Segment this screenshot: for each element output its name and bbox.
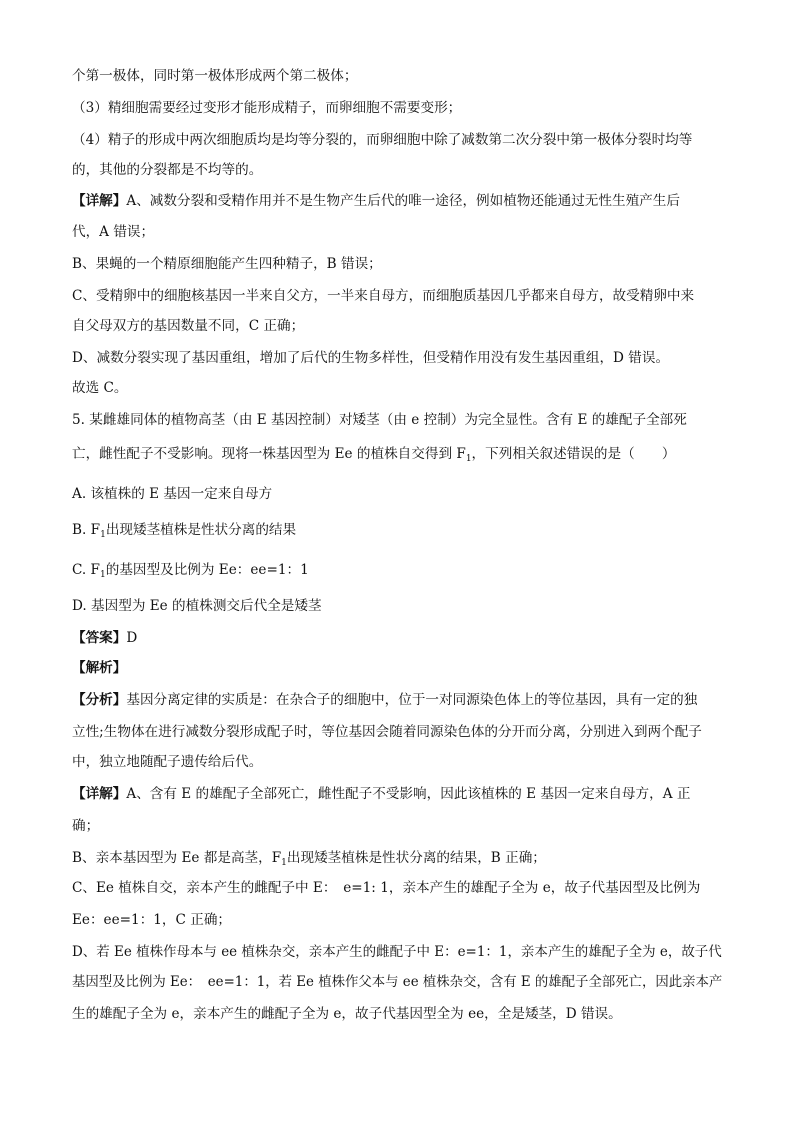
subscript: 1 xyxy=(100,570,106,580)
text-span: ，下列相关叙述错误的是（ ） xyxy=(471,446,676,462)
text-span: C. F xyxy=(72,562,100,578)
text-line xyxy=(72,848,546,873)
text-line: 确； xyxy=(72,818,100,834)
option-a: A. 该植株的 E 基因一定来自母方 xyxy=(72,486,273,502)
answer-tag: 【答案】 xyxy=(72,630,127,646)
analysis-tag: 【解析】 xyxy=(72,660,127,676)
text-line: 自父母双方的基因数量不同，C 正确； xyxy=(72,318,305,334)
detail-line xyxy=(72,784,690,804)
subscript: 1 xyxy=(281,858,287,868)
fenxi-line xyxy=(72,690,697,710)
text-span: 亡，雌性配子不受影响。现将一株基因型为 Ee 的植株自交得到 F xyxy=(72,446,466,462)
text-line: D、减数分裂实现了基因重组，增加了后代的生物多样性，但受精作用没有发生基因重组，D 错误。 xyxy=(72,350,670,366)
question-line: 5. 某雌雄同体的植物高茎（由 E 基因控制）对矮茎（由 e 控制）为完全显性。含有 E 的雄配子全部死 xyxy=(72,412,687,428)
text-span: A、含有 E 的雄配子全部死亡，雌性配子不受影响，因此该植株的 E 基因一定来自母方，A 正 xyxy=(126,786,691,802)
question-line xyxy=(72,444,675,469)
text-span: 出现矮茎植株是性状分离的结果，B 正确； xyxy=(286,850,546,866)
subscript: 1 xyxy=(100,530,106,540)
text-line: （3）精细胞需要经过变形才能形成精子，而卵细胞不需要变形； xyxy=(72,100,462,116)
text-line: B、果蝇的一个精原细胞能产生四种精子，B 错误； xyxy=(72,256,382,272)
fenxi-tag: 【分析】 xyxy=(72,692,127,708)
text-line: 立性;生物体在进行减数分裂形成配子时，等位基因会随着同源染色体的分开而分离，分别进入到两个配子 xyxy=(72,724,702,740)
answer-line xyxy=(72,628,137,648)
text-span: 的基因型及比例为 Ee：ee=1：1 xyxy=(105,562,309,578)
option-d: D. 基因型为 Ee 的植株测交后代全是矮茎 xyxy=(72,598,322,614)
text-line: 个第一极体，同时第一极体形成两个第二极体； xyxy=(72,68,358,84)
text-line: 中，独立地随配子遗传给后代。 xyxy=(72,754,263,770)
text-span: A、减数分裂和受精作用并不是生物产生后代的唯一途径，例如植物还能通过无性生殖产生后 xyxy=(126,193,680,209)
subscript: 1 xyxy=(465,454,472,464)
text-line: 基因型及比例为 Ee： ee=1：1，若 Ee 植株作父本与 ee 植株杂交，含有 E 的雄配子全部死亡，因此亲本产 xyxy=(72,974,723,990)
detail-line xyxy=(72,191,680,211)
text-span: B. F xyxy=(72,522,101,538)
text-line: C、Ee 植株自交，亲本产生的雌配子中 E： e=1: 1，亲本产生的雄配子全为 e，故子代基因型及比例为 xyxy=(72,880,701,896)
text-line: （4）精子的形成中两次细胞质均是均等分裂的，而卵细胞中除了减数第二次分裂中第一极体分裂时均等 xyxy=(72,132,693,148)
answer-value: D xyxy=(126,630,138,646)
text-line: 生的雄配子全为 e，亲本产生的雌配子全为 e，故子代基因型全为 ee，全是矮茎，D 错误。 xyxy=(72,1006,622,1022)
text-span: B、亲本基因型为 Ee 都是高茎，F xyxy=(72,850,282,866)
text-span: 基因分离定律的实质是：在杂合子的细胞中，位于一对同源染色体上的等位基因，具有一定的独 xyxy=(126,692,698,708)
detail-tag: 【详解】 xyxy=(72,786,127,802)
text-line: 故选 C。 xyxy=(72,380,128,396)
text-line: 代，A 错误； xyxy=(72,224,155,240)
option-c xyxy=(72,560,309,585)
analysis-line xyxy=(72,658,126,678)
text-span: 出现矮茎植株是性状分离的结果 xyxy=(105,522,297,538)
option-b xyxy=(72,520,296,545)
text-line: Ee：ee=1：1，C 正确； xyxy=(72,912,232,928)
text-line: 的，其他的分裂都是不均等的。 xyxy=(72,162,263,178)
text-line: C、受精卵中的细胞核基因一半来自父方，一半来自母方，而细胞质基因几乎都来自母方，故受精卵中来 xyxy=(72,288,695,304)
text-line: D、若 Ee 植株作母本与 ee 植株杂交，亲本产生的雌配子中 E：e=1：1，亲本产生的雄配子全为 e，故子代 xyxy=(72,944,722,960)
detail-tag: 【详解】 xyxy=(72,193,127,209)
